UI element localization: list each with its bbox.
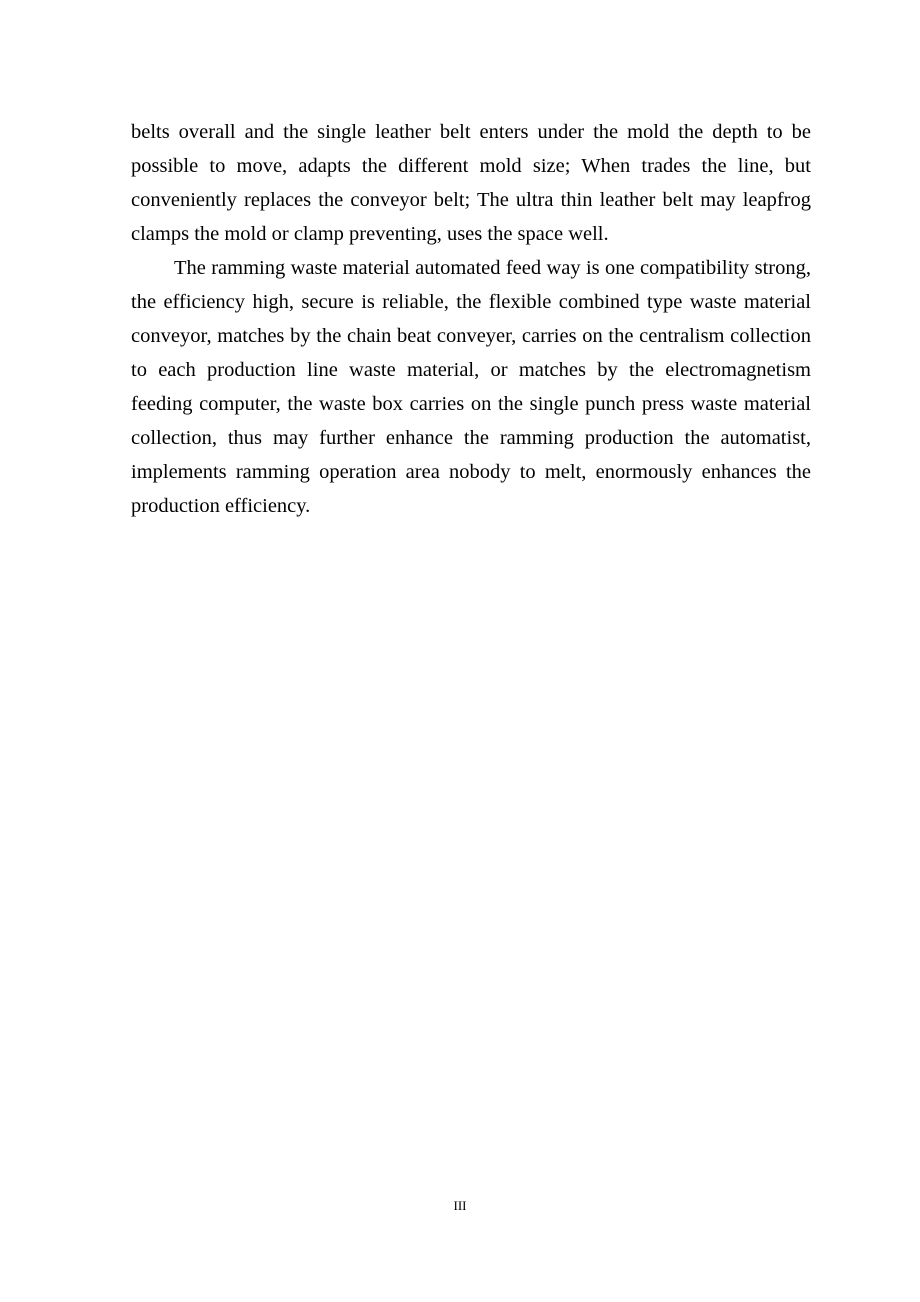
page-number: III: [453, 1198, 467, 1213]
paragraph-continued: belts overall and the single leather belt enters under the mold the depth to be possible to move, adapts the different mold size; When trades the line, but conveniently replaces the conveyor belt; The ultra thin leather belt may leapfrog clamps the mold or clamp preventing, uses the space well.: [131, 121, 811, 245]
body-text: [131, 115, 811, 523]
paragraph-ramming-waste: The ramming waste material automated feed way is one compatibility strong, the efficiency high, secure is reliable, the flexible combined type waste material conveyor, matches by the chain beat conveyer, carries on the centralism collection to each production line waste material, or matches by the electromagnetism feeding computer, the waste box carries on the single punch press waste material collection, thus may further enhance the ramming production the automatist, implements ramming operation area nobody to melt, enormously enhances the production efficiency.: [131, 257, 811, 517]
